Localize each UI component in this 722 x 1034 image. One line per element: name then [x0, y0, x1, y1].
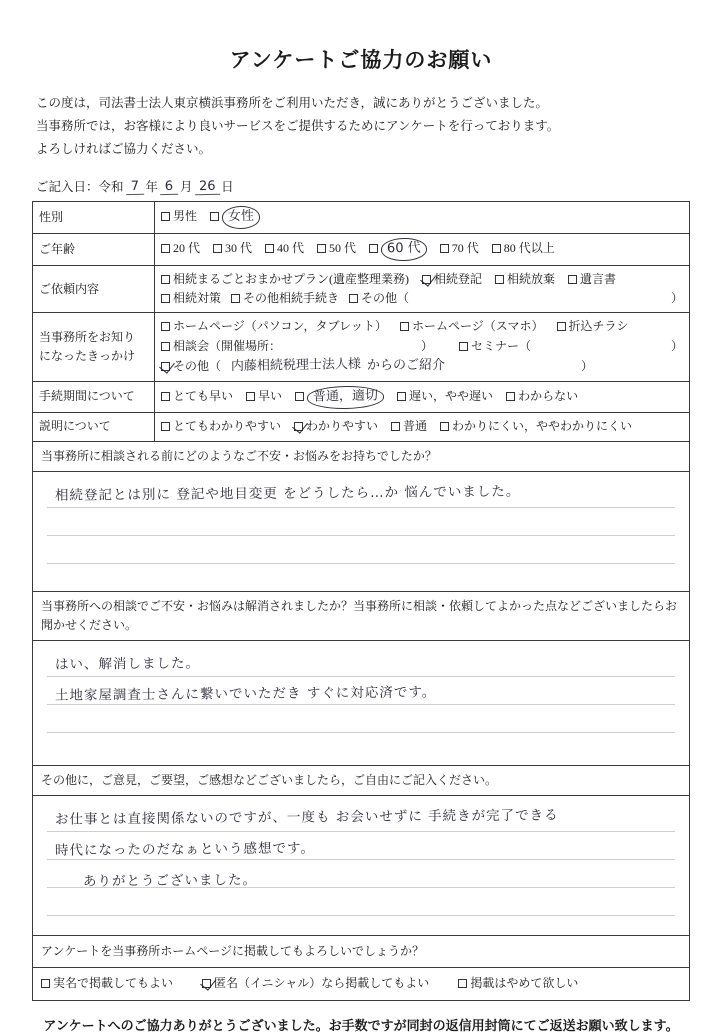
date-year-value[interactable]: 7: [125, 179, 143, 195]
option-gender-male[interactable]: [161, 207, 197, 226]
option-source-other[interactable]: [161, 357, 221, 376]
checkbox-icon[interactable]: [294, 422, 303, 431]
label-gender: 性別: [33, 202, 155, 234]
checkbox-icon[interactable]: [213, 244, 222, 253]
options-request: [155, 265, 690, 312]
option-gender-female[interactable]: [210, 206, 260, 229]
checkbox-icon[interactable]: [557, 322, 566, 331]
option-publish-none[interactable]: [458, 974, 578, 993]
question-3-answer-text: [55, 802, 675, 895]
checkbox-icon[interactable]: [161, 244, 170, 253]
row-question-1-heading: [33, 441, 690, 471]
source-other-suffix: からのご紹介: [367, 357, 446, 373]
option-age-50[interactable]: [317, 239, 356, 258]
intro-line-1: この度は，司法書士法人東京横浜事務所をご利用いただき，誠にありがとうございました。: [36, 96, 549, 110]
option-label: 匿名（イニシャル）なら掲載してもよい: [214, 976, 430, 991]
publish-options: [33, 968, 690, 1000]
label-explanation: 説明について: [33, 413, 155, 441]
checkbox-icon[interactable]: [506, 392, 515, 401]
checkbox-icon[interactable]: [369, 244, 378, 253]
option-age-70[interactable]: [440, 239, 479, 258]
option-label: 相続まるごとおまかせプラン(遺産整理業務): [173, 271, 409, 286]
label-age: ご年齢: [33, 234, 155, 266]
checkbox-icon[interactable]: [161, 422, 170, 431]
option-publish-realname[interactable]: [41, 974, 173, 993]
checkbox-icon[interactable]: [161, 342, 170, 351]
date-month-unit: 月: [180, 180, 193, 195]
label-source-line-2: になったきっかけ: [39, 348, 136, 363]
option-label: とてもわかりやすい: [173, 419, 282, 434]
date-day-value[interactable]: 26: [194, 179, 219, 196]
row-question-1-answer: [33, 471, 690, 591]
option-duration-slow[interactable]: [397, 387, 493, 406]
option-label: 相続登記: [434, 271, 483, 286]
option-label: その他（: [361, 291, 410, 306]
row-question-2-heading: [33, 591, 690, 640]
page-title: アンケートご協力のお願い: [229, 49, 493, 72]
option-label: 女性: [222, 206, 260, 229]
option-label: わかりにくい，ややわかりにくい: [452, 419, 633, 434]
source-other-close-paren: ）: [580, 358, 593, 373]
checkbox-icon[interactable]: [495, 275, 504, 284]
checkbox-icon[interactable]: [440, 422, 449, 431]
option-label: ホームページ（パソコン，タブレット）: [173, 319, 387, 334]
option-explanation-unclear[interactable]: [440, 417, 632, 436]
intro-text: [36, 92, 690, 161]
row-publish-options: [33, 968, 690, 1000]
option-label: 相続放棄: [507, 271, 556, 286]
label-source: [33, 313, 155, 381]
option-source-hp-sp[interactable]: [400, 317, 544, 336]
row-question-2-answer: [33, 641, 690, 766]
option-request-taisaku[interactable]: [161, 289, 221, 308]
answer-line: お仕事とは直接関係ないのですが、一度も お会いせずに 手続きが完了できる: [54, 807, 559, 828]
checkbox-icon[interactable]: [265, 244, 274, 253]
option-duration-very-fast[interactable]: [161, 387, 233, 406]
option-request-omakase[interactable]: [161, 270, 409, 289]
option-age-80plus[interactable]: [492, 239, 555, 258]
question-3-heading: その他に，ご意見，ご要望，ご感想などございましたら，ご自由にご記入ください。: [33, 766, 690, 796]
option-label: わからない: [518, 388, 579, 403]
date-year-unit: 年: [145, 180, 159, 195]
option-request-touki[interactable]: [422, 270, 482, 289]
row-request: [33, 265, 690, 312]
row-gender: [33, 202, 690, 234]
row-duration: [33, 381, 690, 413]
answer-line: 土地家屋調査士さんに繋いでいただき すぐに対応済です。: [54, 684, 437, 704]
checkbox-icon[interactable]: [397, 392, 406, 401]
question-2-heading: 当事務所への相談でご不安・お悩みは解消されましたか？当事務所に相談・依頼してよかった点などございましたらお聞かせください。: [33, 591, 690, 640]
intro-line-3: よろしければご協力ください。: [36, 142, 212, 157]
request-line-1: [161, 270, 683, 289]
answer-line: はい、解消しました。: [54, 655, 201, 673]
row-explanation: [33, 413, 690, 441]
checkbox-icon[interactable]: [317, 244, 326, 253]
option-request-yuigon[interactable]: [568, 270, 616, 289]
checkbox-icon[interactable]: [231, 294, 240, 303]
label-duration: 手続期間について: [33, 381, 155, 413]
survey-table: [32, 201, 690, 1000]
options-gender: [155, 202, 690, 234]
option-label: 50 代: [329, 241, 357, 256]
source-soudankai-close-paren: ）: [420, 338, 433, 353]
option-label: 相続対策: [173, 291, 222, 306]
footer-note: アンケートへのご協力ありがとうございました。お手数ですが同封の返信用封筒にてご返送お願い致します。: [43, 1017, 679, 1033]
source-line-2: [161, 337, 683, 356]
option-age-30[interactable]: [213, 239, 252, 258]
checkbox-icon[interactable]: [161, 392, 170, 401]
checkbox-icon[interactable]: [422, 275, 431, 284]
options-explanation: [155, 413, 690, 441]
publish-heading: アンケートを当事務所ホームページに掲載してもよろしいでしょうか？: [33, 936, 690, 968]
option-label: 普通: [403, 419, 428, 434]
checkbox-icon[interactable]: [161, 212, 170, 221]
row-source: [33, 313, 690, 381]
checkbox-icon[interactable]: [295, 392, 304, 401]
checkbox-icon[interactable]: [568, 275, 577, 284]
checkbox-icon[interactable]: [161, 275, 170, 284]
label-source-line-1: 当事務所をお知り: [39, 329, 136, 344]
option-label: 20 代: [173, 241, 201, 256]
option-age-60[interactable]: [369, 238, 427, 261]
source-line-3: [161, 356, 683, 377]
option-label: その他（: [173, 358, 222, 373]
checkbox-icon[interactable]: [246, 392, 255, 401]
intro-line-2: 当事務所では，お客様により良いサービスをご提供するためにアンケートを行っております。: [36, 119, 560, 134]
checkbox-icon[interactable]: [161, 362, 170, 371]
source-line-1: [161, 317, 683, 336]
option-request-other-souzoku[interactable]: [231, 289, 339, 308]
option-explanation-normal[interactable]: [391, 417, 427, 436]
question-1-answer-area[interactable]: [33, 471, 690, 591]
row-question-3-heading: [33, 766, 690, 796]
question-1-heading: 当事務所に相談される前にどのようなご不安・お悩みをお持ちでしたか？: [33, 441, 690, 471]
option-label: 70 代: [451, 241, 479, 256]
checkbox-icon[interactable]: [440, 244, 449, 253]
option-age-20[interactable]: [161, 239, 200, 258]
option-source-chirashi[interactable]: [557, 317, 629, 336]
checkbox-icon[interactable]: [492, 244, 501, 253]
option-label: 折込チラシ: [568, 319, 629, 334]
option-label: セミナー（: [471, 338, 532, 353]
option-label: 男性: [173, 209, 198, 224]
option-explanation-very-clear[interactable]: [161, 417, 281, 436]
options-source: [155, 313, 690, 381]
row-question-3-answer: [33, 796, 690, 936]
option-label: その他相続手続き: [243, 291, 340, 306]
answer-line: 相続登記とは別に 登記や地目変更 をどうしたら…か 悩んでいました。: [54, 483, 521, 504]
checkbox-icon[interactable]: [41, 979, 50, 988]
answer-line: ありがとうございました。: [82, 872, 258, 890]
option-label: とても早い: [173, 388, 234, 403]
option-label: 30 代: [225, 241, 253, 256]
source-other-handwritten[interactable]: 内藤相続税理士法人様: [230, 356, 362, 374]
date-label: ご記入日：令和: [36, 180, 124, 195]
date-day-unit: 日: [221, 180, 234, 195]
option-label: 60 代: [381, 238, 427, 262]
checkbox-icon[interactable]: [458, 979, 467, 988]
checkbox-icon[interactable]: [161, 322, 170, 331]
option-label: わかりやすい: [306, 419, 379, 434]
option-source-soudankai[interactable]: [161, 337, 281, 356]
checkbox-icon[interactable]: [391, 422, 400, 431]
option-age-40[interactable]: [265, 239, 304, 258]
row-age: [33, 234, 690, 266]
checkbox-icon[interactable]: [459, 342, 468, 351]
option-publish-anonymous[interactable]: [202, 974, 429, 993]
question-2-answer-area[interactable]: [33, 641, 690, 766]
checkbox-icon[interactable]: [349, 294, 358, 303]
option-label: 普通，適切: [307, 385, 384, 409]
source-seminar-close-paren: ）: [670, 338, 683, 353]
date-field: [36, 177, 690, 195]
label-request: ご依頼内容: [33, 265, 155, 312]
answer-line: 時代になったのだなぁという感想です。: [54, 840, 315, 859]
checkbox-icon[interactable]: [400, 322, 409, 331]
question-1-answer-text: [55, 478, 675, 509]
option-request-other[interactable]: [349, 289, 409, 308]
question-3-answer-area[interactable]: [33, 796, 690, 936]
option-label: 40 代: [277, 241, 305, 256]
date-month-value[interactable]: 6: [160, 179, 178, 195]
option-label: 相談会（開催場所：: [173, 338, 282, 353]
request-other-close-paren: ）: [670, 291, 683, 306]
option-label: 掲載はやめて欲しい: [470, 976, 579, 991]
checkbox-icon[interactable]: [210, 212, 219, 221]
question-2-answer-text: [55, 647, 675, 709]
checkbox-icon[interactable]: [161, 294, 170, 303]
checkbox-icon[interactable]: [202, 979, 211, 988]
option-label: 遅い，やや遅い: [409, 388, 494, 403]
option-label: 早い: [258, 388, 283, 403]
option-request-houki[interactable]: [495, 270, 555, 289]
option-label: 遺言書: [580, 271, 617, 286]
request-line-2: [161, 289, 683, 308]
option-source-seminar[interactable]: [459, 337, 531, 356]
option-duration-unknown[interactable]: [506, 387, 578, 406]
options-duration: [155, 381, 690, 413]
options-age: [155, 234, 690, 266]
option-source-hp-pc[interactable]: [161, 317, 387, 336]
option-explanation-clear[interactable]: [294, 417, 378, 436]
option-label: 実名で掲載してもよい: [53, 976, 174, 991]
option-label: ホームページ（スマホ）: [411, 319, 544, 334]
option-duration-normal[interactable]: [295, 386, 384, 409]
option-label: 80 代以上: [503, 241, 555, 256]
option-duration-fast[interactable]: [246, 387, 282, 406]
